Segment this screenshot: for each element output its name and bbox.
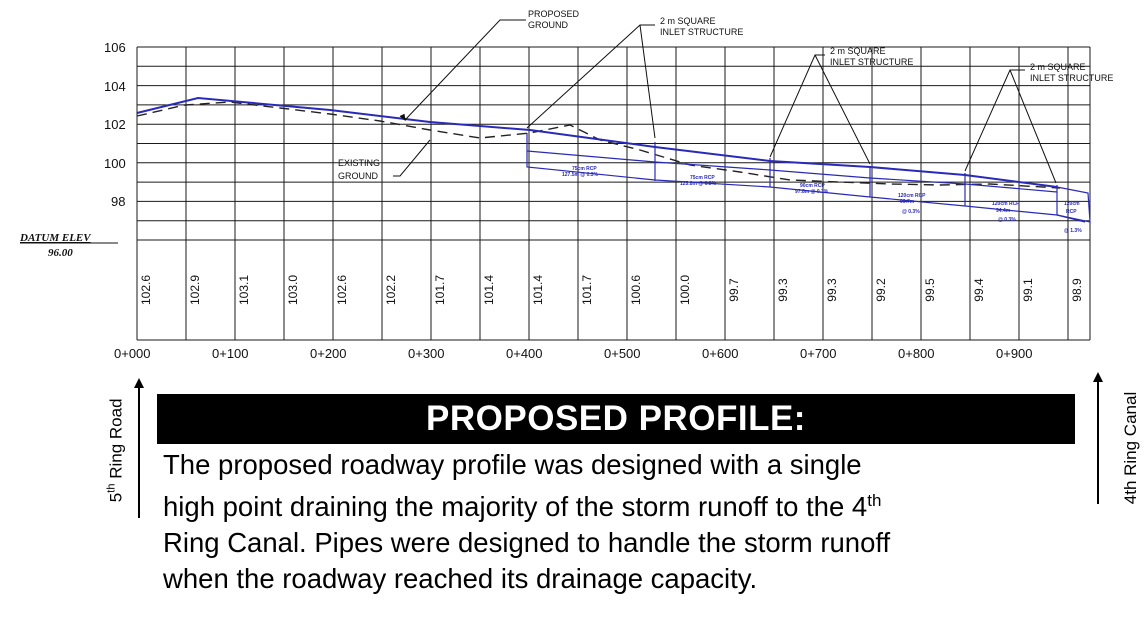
elevation-grid — [137, 47, 1090, 340]
left-label-prefix: 5 — [106, 492, 126, 503]
pipe-label-5b: 94.4m — [996, 208, 1011, 214]
elevation-value: 99.1 — [1021, 278, 1035, 302]
pipe-label-3b: 97.8m @ 0.3% — [795, 189, 829, 195]
elevation-value: 102.9 — [188, 274, 202, 306]
elevation-value: 103.1 — [237, 274, 251, 306]
profile-description — [163, 447, 1068, 597]
desc-line-4: when the roadway reached its drainage capacity. — [163, 563, 758, 595]
left-side-label — [106, 395, 127, 505]
datum-value: 96.00 — [48, 247, 73, 259]
elevation-value: 99.5 — [923, 278, 937, 302]
elevation-value: 99.3 — [776, 278, 790, 302]
left-label-sup: th — [105, 483, 118, 493]
station-0800: 0+800 — [898, 346, 935, 361]
inlet-2-label-2: INLET STRUCTURE — [830, 57, 914, 67]
proposed-ground-label-1: PROPOSED — [528, 9, 580, 19]
existing-ground-label-2: GROUND — [338, 171, 378, 181]
elevation-value: 103.0 — [286, 274, 300, 306]
pipe-label-4a: 120cm RCP — [898, 193, 926, 199]
pipe-label-6c: @ 1.3% — [1064, 228, 1082, 234]
pipe-label-2b: 125.8m @ 0.3% — [680, 181, 717, 187]
desc-line-2-sup: th — [867, 491, 882, 510]
inlet-2-label-1: 2 m SQUARE — [830, 46, 886, 56]
inlet-1-label-2: INLET STRUCTURE — [660, 27, 744, 37]
elevation-value: 102.2 — [384, 274, 398, 306]
station-0500: 0+500 — [604, 346, 641, 361]
station-0400: 0+400 — [506, 346, 543, 361]
elevation-value: 99.2 — [874, 278, 888, 302]
existing-ground-label-1: EXISTING — [338, 158, 381, 168]
elevation-value: 101.7 — [433, 274, 447, 306]
datum-title: DATUM ELEV — [20, 232, 91, 244]
existing-ground-line — [137, 102, 1060, 188]
pipe-labels — [562, 166, 1082, 234]
pipe-label-6b: RCP — [1066, 209, 1077, 215]
pipe-label-4c: @ 0.3% — [902, 209, 920, 215]
elevation-value: 102.6 — [335, 274, 349, 306]
desc-line-3: Ring Canal. Pipes were designed to handle the storm runoff — [163, 527, 891, 559]
pipe-label-6a: 120cm — [1064, 201, 1080, 207]
y-label-98: 98 — [111, 194, 126, 209]
y-label-104: 104 — [104, 79, 126, 94]
elevation-value: 99.7 — [727, 278, 741, 302]
pipe-label-1a: 75cm RCP — [572, 166, 597, 172]
station-0100: 0+100 — [212, 346, 249, 361]
pipe-label-5a: 120cm RCP — [992, 201, 1020, 207]
station-0200: 0+200 — [310, 346, 347, 361]
y-label-106: 106 — [104, 40, 126, 55]
y-label-100: 100 — [104, 156, 126, 171]
station-labels — [114, 346, 1033, 361]
elevation-value: 100.0 — [678, 274, 692, 306]
y-label-102: 102 — [104, 117, 126, 132]
elevation-value: 101.7 — [580, 274, 594, 306]
elevation-value: 102.6 — [139, 274, 153, 306]
station-0700: 0+700 — [800, 346, 837, 361]
elevation-value: 98.9 — [1070, 278, 1084, 302]
pipe-label-4b: 99.7m — [900, 199, 915, 205]
inlet-1-label-1: 2 m SQUARE — [660, 16, 716, 26]
right-side-label: 4th Ring Canal — [1121, 391, 1140, 505]
pipe-label-1b: 127.5m @ 0.3% — [562, 172, 599, 178]
right-arrow-shaft — [1097, 380, 1099, 504]
pipe-label-3a: 90cm RCP — [800, 183, 825, 189]
left-arrow-shaft — [138, 386, 140, 518]
elevation-value: 101.4 — [482, 274, 496, 306]
pipe-label-2a: 75cm RCP — [690, 175, 715, 181]
station-0900: 0+900 — [996, 346, 1033, 361]
desc-line-2 — [163, 483, 1068, 525]
inlet-3-label-1: 2 m SQUARE — [1030, 62, 1086, 72]
proposed-profile-banner: PROPOSED PROFILE: — [157, 394, 1075, 444]
proposed-ground-label-2: GROUND — [528, 20, 568, 30]
elevation-value: 100.6 — [629, 274, 643, 306]
left-label-text: Ring Road — [106, 398, 126, 484]
desc-line-2-text: high point draining the majority of the storm runoff to the 4 — [163, 491, 868, 523]
elevation-value: 101.4 — [531, 274, 545, 306]
inlet-3-label-2: INLET STRUCTURE — [1030, 73, 1114, 83]
elevation-value: 99.3 — [825, 278, 839, 302]
pipe-label-5c: @ 0.3% — [998, 217, 1016, 223]
station-0300: 0+300 — [408, 346, 445, 361]
station-0000: 0+000 — [114, 346, 151, 361]
elevation-value: 99.4 — [972, 278, 986, 302]
elevation-table — [137, 47, 1090, 340]
y-axis-labels — [104, 40, 126, 209]
desc-line-1: The proposed roadway profile was designed with a single — [163, 449, 862, 480]
station-0600: 0+600 — [702, 346, 739, 361]
